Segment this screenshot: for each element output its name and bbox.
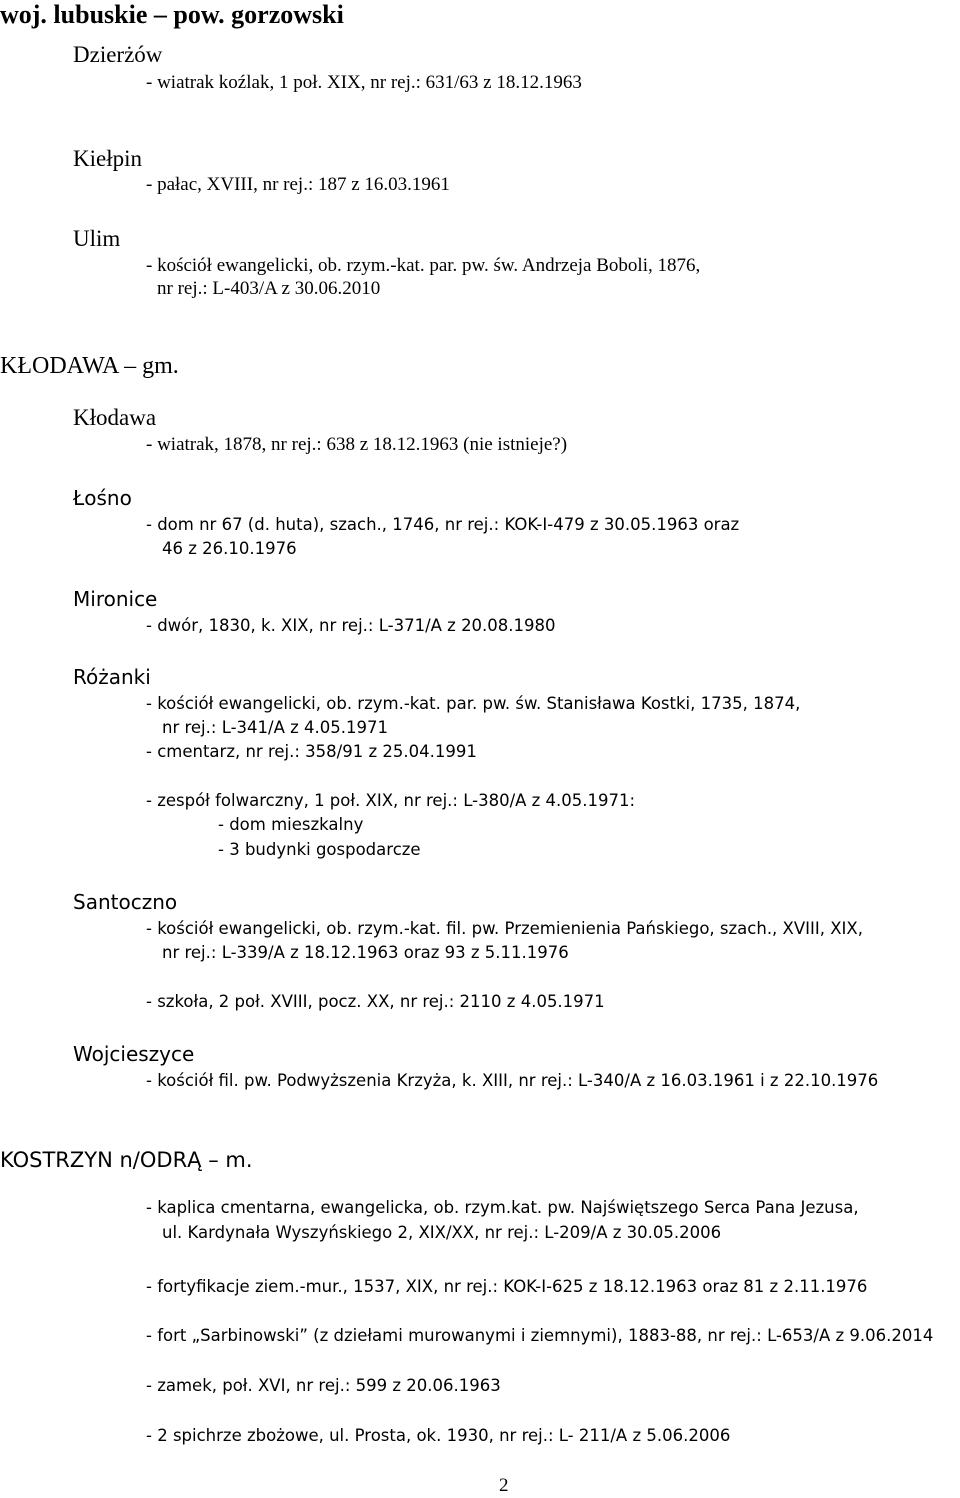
- locality-santoczno: Santoczno: [73, 890, 178, 914]
- entry-rozanki-3: - zespół folwarczny, 1 poł. XIX, nr rej.: L-380/A z 4.05.1971:: [146, 791, 636, 810]
- entry-losno-1-line1: - dom nr 67 (d. huta), szach., 1746, nr rej.: KOK-I-479 z 30.05.1963 oraz: [146, 515, 740, 534]
- entry-ulim-1-line1: - kościół ewangelicki, ob. rzym.-kat. par. pw. św. Andrzeja Boboli, 1876,: [146, 255, 701, 276]
- entry-rozanki-3-sub2: - 3 budynki gospodarcze: [218, 840, 421, 859]
- entry-klodawa-1: - wiatrak, 1878, nr rej.: 638 z 18.12.1963 (nie istnieje?): [146, 434, 568, 455]
- entry-kostrzyn-5: - 2 spichrze zbożowe, ul. Prosta, ok. 1930, nr rej.: L- 211/A z 5.06.2006: [146, 1426, 731, 1445]
- commune-klodawa: KŁODAWA – gm.: [0, 353, 179, 379]
- entry-santoczno-1-line1: - kościół ewangelicki, ob. rzym.-kat. fil. pw. Przemienienia Pańskiego, szach., XVIII, XIX,: [146, 919, 863, 938]
- entry-rozanki-1-line2: nr rej.: L-341/A z 4.05.1971: [162, 718, 389, 737]
- locality-kielpin: Kiełpin: [73, 146, 142, 171]
- entry-kostrzyn-1-line2: ul. Kardynała Wyszyńskiego 2, XIX/XX, nr rej.: L-209/A z 30.05.2006: [162, 1223, 722, 1242]
- locality-dzierzow: Dzierżów: [73, 42, 163, 67]
- entry-kostrzyn-1-line1: - kaplica cmentarna, ewangelicka, ob. rzym.kat. pw. Najświętszego Serca Pana Jezusa,: [146, 1198, 859, 1217]
- entry-santoczno-2: - szkoła, 2 poł. XVIII, pocz. XX, nr rej.: 2110 z 4.05.1971: [146, 992, 605, 1011]
- locality-losno: Łośno: [73, 486, 132, 510]
- locality-klodawa: Kłodawa: [73, 405, 157, 430]
- entry-kostrzyn-2: - fortyfikacje ziem.-mur., 1537, XIX, nr rej.: KOK-I-625 z 18.12.1963 oraz 81 z 2.11.1976: [146, 1277, 868, 1296]
- entry-rozanki-3-sub1: - dom mieszkalny: [218, 815, 364, 834]
- entry-kielpin-1: - pałac, XVIII, nr rej.: 187 z 16.03.1961: [146, 174, 450, 195]
- page-header: woj. lubuskie – pow. gorzowski: [0, 0, 344, 29]
- town-kostrzyn: KOSTRZYN n/ODRĄ – m.: [0, 1148, 253, 1172]
- entry-santoczno-1-line2: nr rej.: L-339/A z 18.12.1963 oraz 93 z 5.11.1976: [162, 943, 569, 962]
- locality-rozanki: Różanki: [73, 665, 151, 689]
- entry-rozanki-2: - cmentarz, nr rej.: 358/91 z 25.04.1991: [146, 742, 477, 761]
- entry-mironice-1: - dwór, 1830, k. XIX, nr rej.: L-371/A z 20.08.1980: [146, 616, 556, 635]
- entry-kostrzyn-4: - zamek, poł. XVI, nr rej.: 599 z 20.06.1963: [146, 1376, 501, 1395]
- locality-wojcieszyce: Wojcieszyce: [73, 1042, 195, 1066]
- entry-losno-1-line2: 46 z 26.10.1976: [162, 539, 297, 558]
- page-number: 2: [499, 1475, 509, 1496]
- entry-dzierzow-1: - wiatrak koźlak, 1 poł. XIX, nr rej.: 631/63 z 18.12.1963: [146, 72, 582, 93]
- entry-rozanki-1-line1: - kościół ewangelicki, ob. rzym.-kat. par. pw. św. Stanisława Kostki, 1735, 1874,: [146, 694, 801, 713]
- locality-mironice: Mironice: [73, 587, 158, 611]
- locality-ulim: Ulim: [73, 226, 121, 251]
- entry-kostrzyn-3: - fort „Sarbinowski” (z dziełami murowanymi i ziemnymi), 1883-88, nr rej.: L-653/A z 9.06.2014: [146, 1326, 934, 1345]
- entry-wojcieszyce-1: - kościół fil. pw. Podwyższenia Krzyża, k. XIII, nr rej.: L-340/A z 16.03.1961 i z 22.10.1976: [146, 1071, 879, 1090]
- entry-ulim-1-line2: nr rej.: L-403/A z 30.06.2010: [157, 278, 381, 299]
